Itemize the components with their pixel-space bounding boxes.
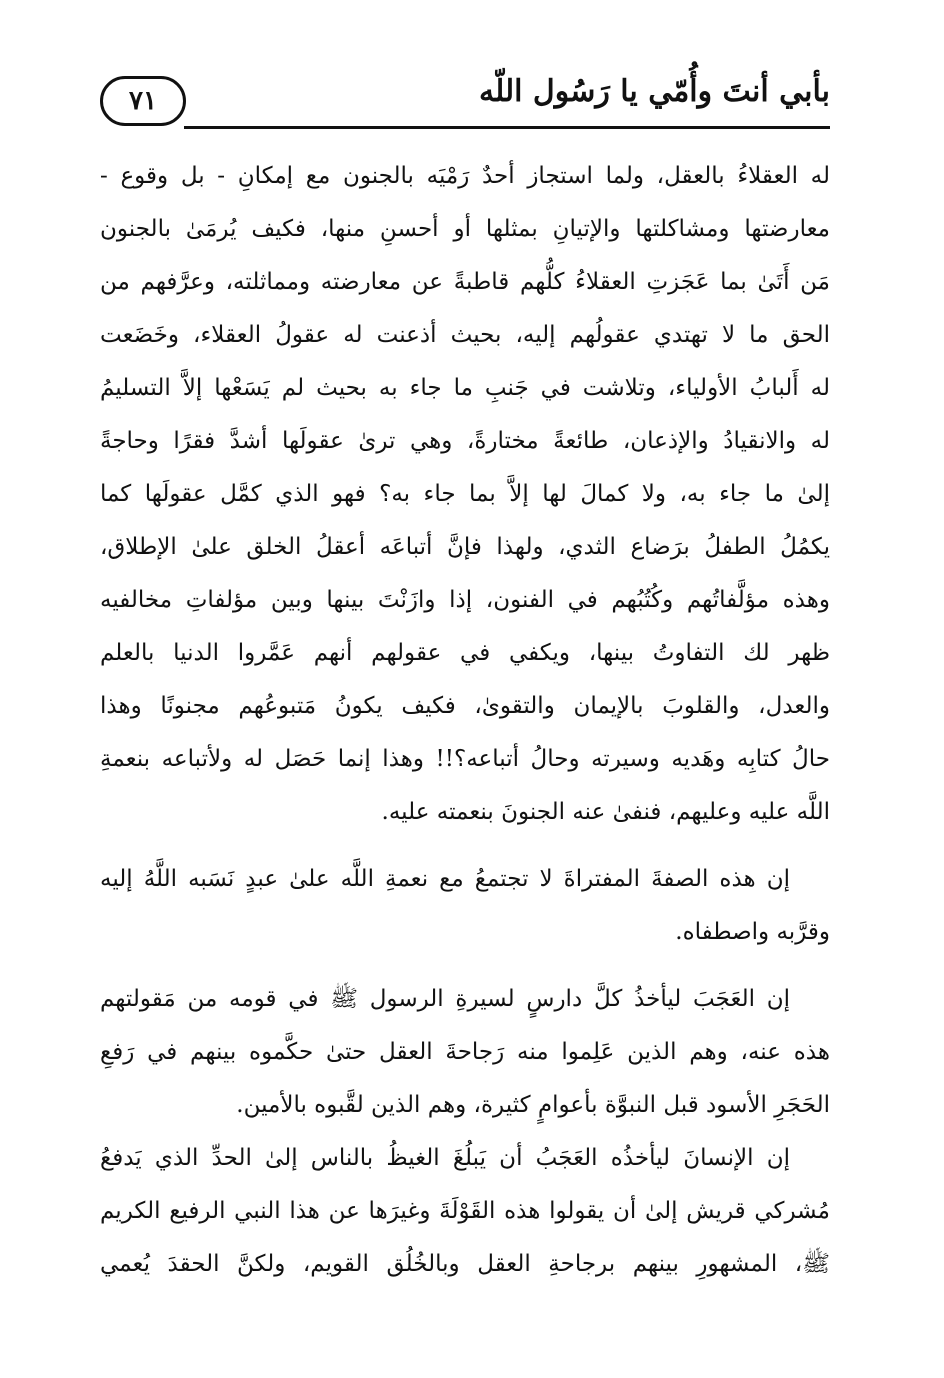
text-line: له والانقيادُ والإذعان، طائعةً مختارةً، وهي ترىٰ عقولَها أشدَّ فقرًا وحاجةً — [100, 428, 830, 454]
text-line: يكمُلُ الطفلُ برَضاع الثدي، ولهذا فإنَّ أتباعَه أعقلُ الخلق علىٰ الإطلاق، — [100, 534, 830, 560]
text-line: إن هذه الصفةَ المفتراةَ لا تجتمعُ مع نعمةِ اللَّه علىٰ عبدٍ نَسَبه اللَّهُ إليه — [100, 866, 790, 892]
text-line: إلىٰ ما جاء به، ولا كمالَ لها إلاَّ بما جاء به؟ فهو الذي كمَّل عقولَها كما — [100, 481, 830, 507]
text-line: الحق ما لا تهتدي عقولُهم إليه، بحيث أذعنت له عقولُ العقلاء، وخَضَعت — [100, 322, 830, 348]
text-line: حالُ كتابِه وهَديه وسيرته وحالُ أتباعه؟!! وهذا إنما حَصَل له ولأتباعه بنعمةِ — [100, 746, 830, 772]
text-line: له أَلبابُ الأولياء، وتلاشت في جَنبِ ما جاء به بحيث لم يَسَعْها إلاَّ التسليمُ — [100, 375, 830, 401]
text-line: هذه عنه، وهم الذين عَلِموا منه رَجاحةَ العقل حتىٰ حكَّموه بينهم في رَفعِ — [100, 1039, 830, 1065]
text-line: مُشركي قريش إلىٰ أن يقولوا هذه القَوْلَةَ وغيرَها عن هذا النبي الرفيع الكريم — [100, 1198, 830, 1224]
text-line: له العقلاءُ بالعقل، ولما استجاز أحدٌ رَمْيَه بالجنون مع إمكانِ - بل وقوع - — [100, 163, 830, 189]
header-rule — [184, 126, 830, 129]
text-line: الحَجَرِ الأسود قبل النبوَّة بأعوامٍ كثيرة، وهم الذين لقَّبوه بالأمين. — [236, 1092, 830, 1118]
text-line: والعدل، والقلوبَ بالإيمان والتقوىٰ، فكيف يكونُ مَتبوعُهم مجنونًا وهذا — [100, 693, 830, 719]
text-line: اللَّه عليه وعليهم، فنفىٰ عنه الجنونَ بنعمته عليه. — [381, 799, 830, 825]
text-line: إن الإنسانَ ليأخذُه العَجَبُ أن يَبلُغَ الغيظُ بالناس إلىٰ الحدِّ الذي يَدفعُ — [100, 1145, 790, 1171]
page-header — [100, 62, 830, 142]
text-line: ﷺ، المشهورِ بينهم برجاحةِ العقل وبالخُلُق القويم، ولكنَّ الحقدَ يُعمي — [100, 1251, 830, 1277]
running-title: بأبي أنتَ وأُمّي يا رَسُول اللّه — [478, 74, 830, 109]
page-number: ٧١ — [100, 76, 186, 126]
text-line: ظهر لك التفاوتُ بينها، ويكفي في عقولهم أنهم عَمَّروا الدنيا بالعلم — [100, 640, 830, 666]
text-line: وقرَّبه واصطفاه. — [675, 919, 830, 945]
body-text — [100, 150, 830, 1291]
text-line: إن العَجَبَ ليأخذُ كلَّ دارسٍ لسيرةِ الرسول ﷺ في قومه من مَقولتهم — [100, 986, 790, 1012]
text-line: مَن أَتَىٰ بما عَجَزتِ العقلاءُ كلُّهم قاطبةً عن معارضته ومماثلته، وعرَّفهم من — [100, 269, 830, 295]
text-line: وهذه مؤلَّفاتُهم وكُتُبُهم في الفنون، إذا وازَنْتَ بينها وبين مؤلفاتِ مخالفيه — [100, 587, 830, 613]
text-line: معارضتها ومشاكلتها والإتيانِ بمثلها أو أحسنِ منها، فكيف يُرمَىٰ بالجنون — [100, 216, 830, 242]
